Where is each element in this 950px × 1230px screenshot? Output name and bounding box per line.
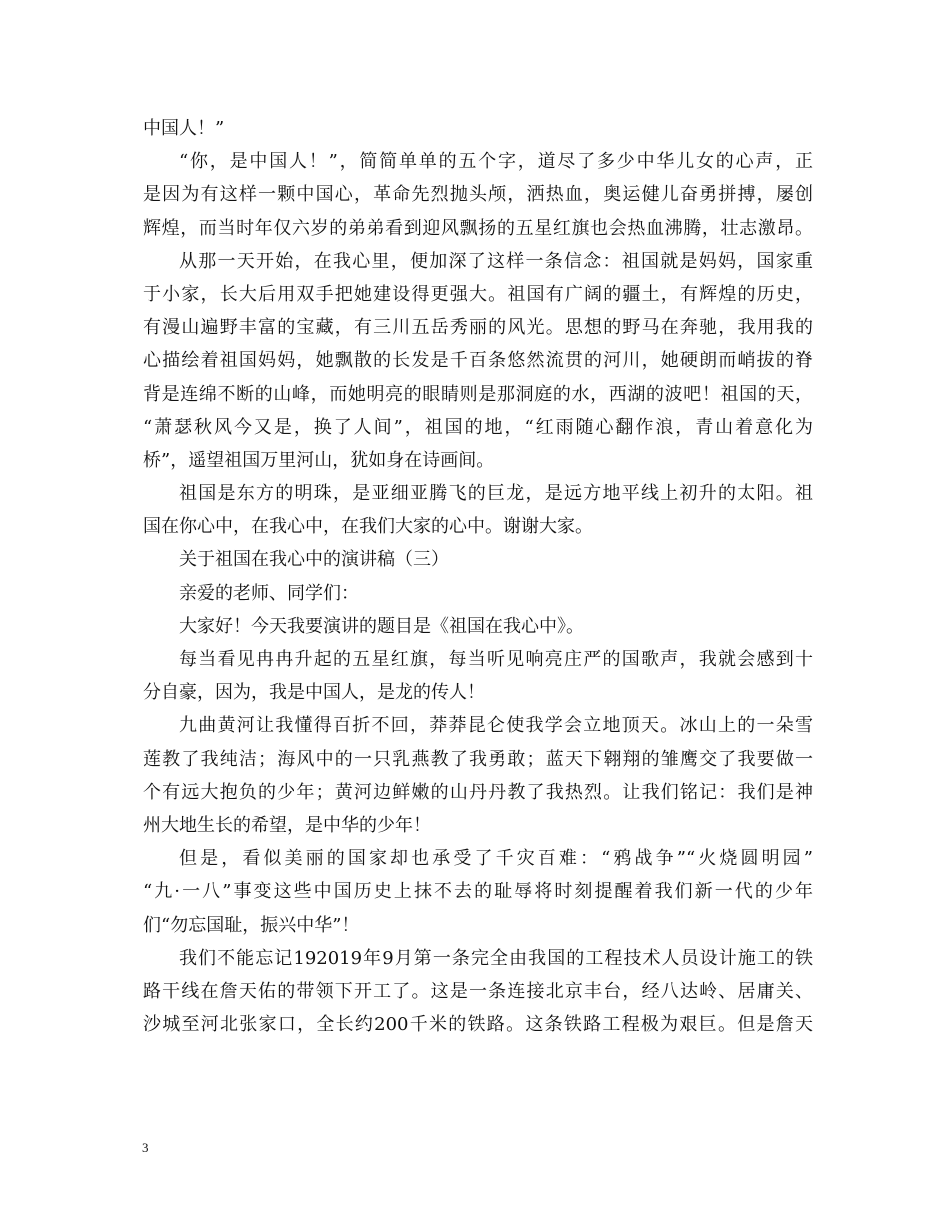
- text-line: 每当看见冉冉升起的五星红旗，每当听见响亮庄严的国歌声，我就会感到十: [179, 649, 813, 670]
- text-line: 我们不能忘记192019年9月第一条完全由我国的工程技术人员设计施工的铁: [179, 947, 813, 969]
- text-line: 莲教了我纯洁；海风中的一只乳燕教了我勇敢；蓝天下翱翔的雏鹰交了我要做一: [143, 748, 813, 770]
- text-line: 沙城至河北张家口，全长约200千米的铁路。这条铁路工程极为艰巨。但是詹天: [143, 1014, 813, 1036]
- text-line: 从那一天开始，在我心里，便加深了这样一条信念：祖国就是妈妈，国家重: [179, 250, 813, 272]
- text-line: 桥”，遥望祖国万里河山，犹如身在诗画间。: [143, 449, 495, 471]
- text-line: 但是，看似美丽的国家却也承受了千灾百难：“鸦战争”“火烧圆明园”: [179, 848, 813, 870]
- text-line: “九·一八”事变这些中国历史上抹不去的耻辱将时刻提醒着我们新一代的少年: [143, 881, 813, 903]
- text-line: 路干线在詹天佑的带领下开工了。这是一条连接北京丰台，经八达岭、居庸关、: [143, 980, 813, 1002]
- section-heading: 关于祖国在我心中的演讲稿（三）: [179, 549, 449, 571]
- text-line: 中国人！”: [143, 118, 225, 139]
- text-line: 国在你心中，在我心中，在我们大家的心中。谢谢大家。: [143, 516, 593, 538]
- text-line: 于小家，长大后用双手把她建设得更强大。祖国有广阔的疆土，有辉煌的历史，: [143, 283, 813, 305]
- text-line: “萧瑟秋风今又是，换了人间”，祖国的地，“红雨随心翻作浪，青山着意化为: [143, 416, 813, 438]
- text-line: 背是连绵不断的山峰，而她明亮的眼睛则是那洞庭的水，西湖的波吧！祖国的天，: [143, 383, 813, 405]
- page-number: 3: [142, 1140, 149, 1155]
- text-line: 祖国是东方的明珠，是亚细亚腾飞的巨龙，是远方地平线上初升的太阳。祖: [179, 483, 813, 505]
- text-line: 有漫山遍野丰富的宝藏，有三川五岳秀丽的风光。思想的野马在奔驰，我用我的: [143, 317, 813, 339]
- text-line: 是因为有这样一颗中国心，革命先烈抛头颅，洒热血，奥运健儿奋勇拼搏，屡创: [143, 184, 813, 206]
- text-line: 大家好！今天我要演讲的题目是《祖国在我心中》。: [179, 615, 584, 637]
- text-line: 九曲黄河让我懂得百折不回，莽莽昆仑使我学会立地顶天。冰山上的一朵雪: [179, 715, 813, 737]
- text-line: 辉煌，而当时年仅六岁的弟弟看到迎风飘扬的五星红旗也会热血沸腾，壮志激昂。: [143, 217, 813, 239]
- body-text: [143, 112, 813, 1041]
- text-line: 们“勿忘国耻，振兴中华”！: [143, 914, 360, 936]
- text-line: 个有远大抱负的少年；黄河边鲜嫩的山丹丹教了我热烈。让我们铭记：我们是神: [143, 781, 813, 803]
- text-line: 心描绘着祖国妈妈，她飘散的长发是千百条悠然流贯的河川，她硬朗而峭拔的脊: [143, 350, 813, 372]
- text-line: “你，是中国人！”，简简单单的五个字，道尽了多少中华儿女的心声，正: [179, 151, 813, 173]
- text-line: 亲爱的老师、同学们：: [179, 582, 359, 604]
- text-line: 分自豪，因为，我是中国人，是龙的传人！: [143, 682, 485, 704]
- text-line: 州大地生长的希望，是中华的少年！: [143, 814, 431, 836]
